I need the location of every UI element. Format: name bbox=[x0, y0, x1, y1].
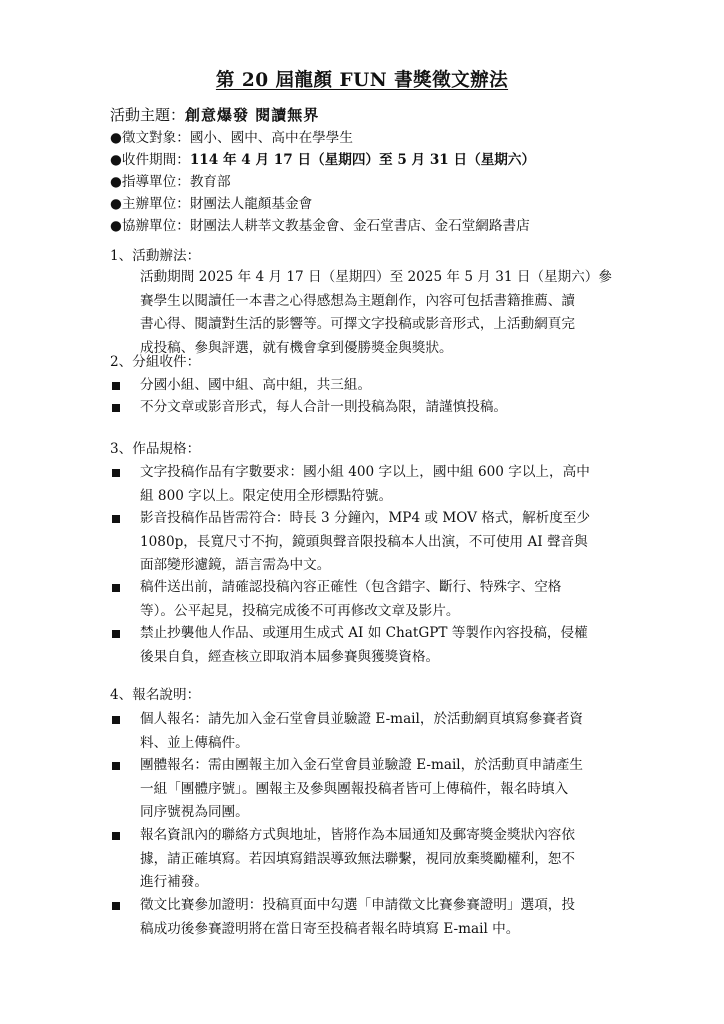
document-title: 第 20 屆龍顏 FUN 書獎徵文辦法 bbox=[215, 70, 509, 91]
info-target bbox=[110, 129, 353, 147]
info-value: 114 年 4 月 17 日（星期四）至 5 月 31 日（星期六） bbox=[189, 152, 536, 168]
square-bullet-icon bbox=[112, 584, 120, 592]
info-guide bbox=[110, 173, 231, 191]
list-item: 團體報名：需由團報主加入金石堂會員並驗證 E-mail，於活動頁申請產生 一組「團體序號」。團報主及參與團報投稿者皆可上傳稿件，報名時填入 同序號視為同團。 bbox=[140, 757, 583, 820]
list-item: 報名資訊內的聯絡方式與地址，皆將作為本屆通知及郵寄獎金獎狀內容依 據，請正確填寫。若因填寫錯誤導致無法聯繫，視同放棄獎勵權利，恕不 進行補發。 bbox=[140, 827, 575, 890]
paragraph-line: 賽學生以閱讀任一本書之心得感想為主題創作，內容可包括書籍推薦、讀 bbox=[140, 292, 575, 309]
theme-value: 創意爆發 閱讀無界 bbox=[185, 106, 320, 124]
info-value: 財團法人龍顏基金會 bbox=[189, 196, 313, 212]
square-bullet-icon bbox=[112, 404, 120, 412]
square-bullet-icon bbox=[112, 762, 120, 770]
bullet-dot: ● bbox=[110, 218, 122, 234]
square-bullet-icon bbox=[112, 515, 120, 523]
info-value: 教育部 bbox=[189, 174, 231, 190]
section-heading: 4、報名說明： bbox=[110, 687, 201, 703]
info-organizer bbox=[110, 195, 312, 213]
info-label: 徵文對象： bbox=[121, 130, 190, 146]
bullet-dot: ● bbox=[110, 174, 122, 190]
square-bullet-icon bbox=[112, 716, 120, 724]
list-item: 禁止抄襲他人作品、或運用生成式 AI 如 ChatGPT 等製作內容投稿，侵權 後果自負，經查核立即取消本屆參賽與獲獎資格。 bbox=[140, 625, 588, 665]
paragraph-line: 書心得、閱讀對生活的影響等。可擇文字投稿或影音形式，上活動網頁完 bbox=[140, 316, 575, 332]
paragraph-line: 活動期間 2025 年 4 月 17 日（星期四）至 2025 年 5 月 31 日（星期六）參 bbox=[140, 269, 612, 285]
section-heading: 3、作品規格： bbox=[110, 441, 201, 457]
list-item: 分國小組、國中組、高中組，共三組。 bbox=[140, 377, 372, 393]
info-value: 國小、國中、高中在學學生 bbox=[189, 130, 353, 146]
info-period bbox=[110, 151, 535, 169]
info-label: 協辦單位： bbox=[121, 218, 190, 234]
square-bullet-icon bbox=[112, 630, 120, 638]
square-bullet-icon bbox=[112, 832, 120, 840]
info-label: 收件期間： bbox=[121, 152, 190, 168]
theme-label: 活動主題： bbox=[110, 106, 186, 124]
section-heading: 2、分組收件： bbox=[110, 354, 201, 370]
info-label: 主辦單位： bbox=[121, 196, 190, 212]
list-item: 稿件送出前，請確認投稿內容正確性（包含錯字、斷行、特殊字、空格 等）。公平起見，投稿完成後不可再修改文章及影片。 bbox=[140, 579, 562, 619]
section-paragraph bbox=[140, 266, 612, 360]
list-item: 不分文章或影音形式，每人合計一則投稿為限，請謹慎投稿。 bbox=[140, 399, 508, 415]
list-item: 徵文比賽參加證明：投稿頁面中勾選「申請徵文比賽參賽證明」選項，投 稿成功後參賽證明將在當日寄至投稿者報名時填寫 E-mail 中。 bbox=[140, 897, 575, 937]
theme-line bbox=[110, 106, 319, 125]
bullet-dot: ● bbox=[110, 152, 122, 168]
section-heading: 1、活動辦法： bbox=[110, 248, 201, 264]
paragraph-line: 成投稿、參與評選，就有機會拿到優勝獎金與獎狀。 bbox=[140, 339, 453, 356]
square-bullet-icon bbox=[112, 902, 120, 910]
info-label: 指導單位： bbox=[121, 174, 190, 190]
list-item: 影音投稿作品皆需符合：時長 3 分鐘內，MP4 或 MOV 格式，解析度至少 1080p，長寬尺寸不拘，鏡頭與聲音限投稿本人出演，不可使用 AI 聲音與 面部變形濾鏡，語言需為中文。 bbox=[140, 510, 591, 573]
info-value: 財團法人耕莘文教基金會、金石堂書店、金石堂網路書店 bbox=[189, 218, 530, 234]
bullet-dot: ● bbox=[110, 130, 122, 146]
info-coorganizer bbox=[110, 217, 530, 235]
square-bullet-icon bbox=[112, 469, 120, 477]
list-item: 文字投稿作品有字數要求：國小組 400 字以上，國中組 600 字以上，高中 組 800 字以上。限定使用全形標點符號。 bbox=[140, 464, 590, 504]
list-item: 個人報名：請先加入金石堂會員並驗證 E-mail，於活動網頁填寫參賽者資 料、並上傳稿件。 bbox=[140, 711, 583, 751]
bullet-dot: ● bbox=[110, 196, 122, 212]
square-bullet-icon bbox=[112, 382, 120, 390]
